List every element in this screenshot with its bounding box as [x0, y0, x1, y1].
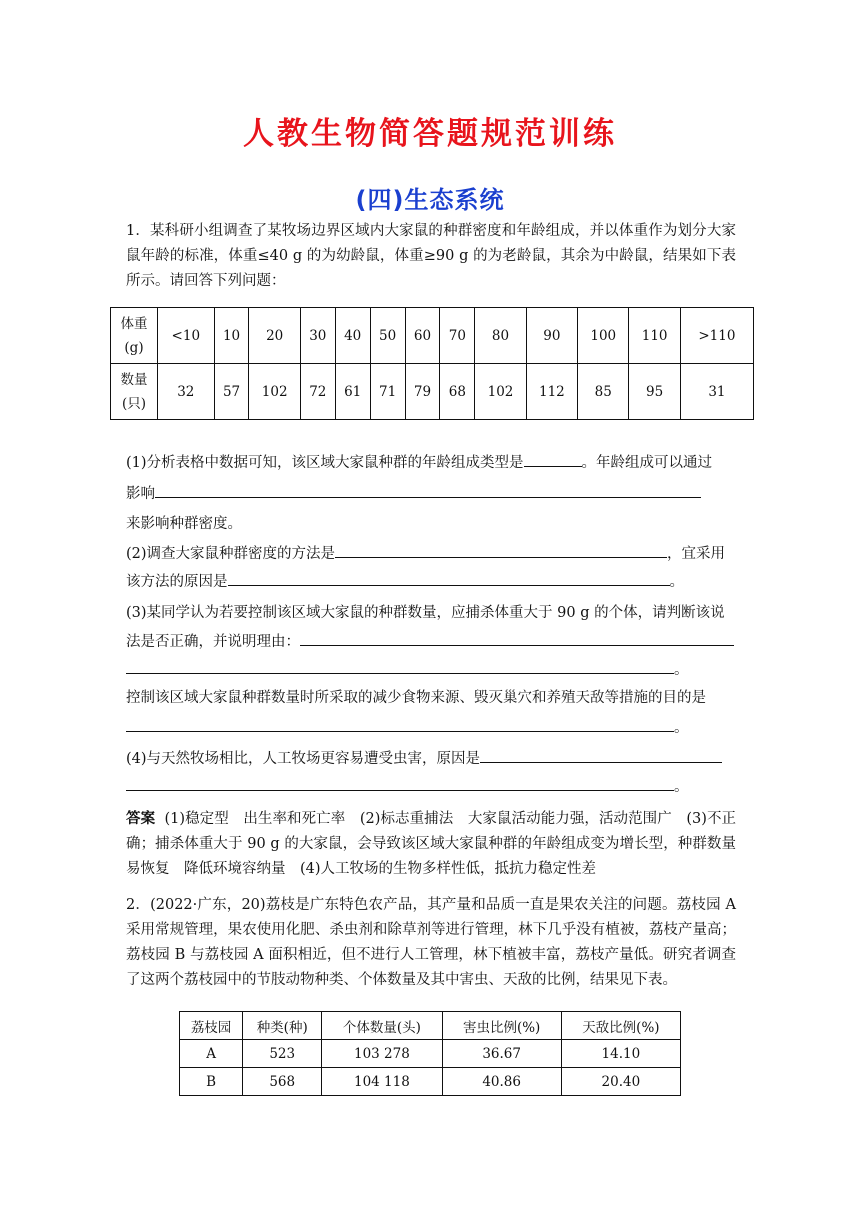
table-cell: A [180, 1040, 243, 1068]
table-cell: 40.86 [442, 1068, 561, 1096]
table-cell: 20.40 [561, 1068, 680, 1096]
table-header-cell: 种类(种) [243, 1012, 322, 1040]
answer-blank[interactable] [480, 746, 722, 763]
table-cell: 523 [243, 1040, 322, 1068]
lychee-orchard-table [179, 1011, 681, 1096]
table-cell: 112 [526, 364, 577, 420]
table-row [180, 1068, 681, 1096]
table-cell: 30 [300, 308, 335, 364]
answer-blank[interactable] [126, 774, 674, 791]
question-1-part-4 [126, 746, 736, 772]
table-cell: 57 [214, 364, 249, 420]
table-header-cell [111, 364, 158, 420]
table-cell: 104 118 [322, 1068, 442, 1096]
answer-blank[interactable] [524, 450, 582, 467]
count-header-line1: 数量 [120, 371, 148, 388]
question-1-part-2 [126, 541, 736, 567]
table-cell: 10 [214, 308, 249, 364]
count-header-line2: (只) [121, 395, 147, 412]
question-1-part-3-line2 [126, 715, 736, 741]
weight-header-line2: (g) [124, 339, 144, 356]
table-cell: 102 [249, 364, 300, 420]
table-cell: 110 [629, 308, 680, 364]
q1-p1-text-a: (1)分析表格中数据可知，该区域大家鼠种群的年龄组成类型是 [126, 455, 524, 471]
table-row [111, 308, 754, 364]
table-cell: <10 [158, 308, 215, 364]
table-cell: 90 [526, 308, 577, 364]
question-2-intro: 2．(2022·广东，20)荔枝是广东特色农产品，其产量和品质一直是果农关注的问题。荔枝园 A 采用常规管理，果农使用化肥、杀虫剂和除草剂等进行管理，林下几乎没有植被，荔枝产量高；荔枝园 B 与荔枝园 A 面积相近，但不进行人工管理，林下植被丰富，荔枝产量低。研究者调查了这两个荔枝园中的节肢动物种类、个体数量及其中害虫、天敌的比例，结果见下表。 [126, 897, 736, 988]
question-1-part-4-line [126, 774, 736, 800]
answer-text: (1)稳定型 出生率和死亡率 (2)标志重捕法 大家鼠活动能力强，活动范围广 (3)不正确；捕杀体重大于 90 g 的大家鼠，会导致该区域大家鼠种群的年龄组成变为增长型，种群数量易恢复 降低环境容纳量 (4)人工牧场的生物多样性低，抵抗力稳定性差 [126, 811, 737, 877]
table-row [180, 1012, 681, 1040]
answer-blank[interactable] [335, 541, 667, 558]
table-header-cell: 荔枝园 [180, 1012, 243, 1040]
table-header-cell: 个体数量(头) [322, 1012, 442, 1040]
weight-header-line1: 体重 [120, 315, 148, 332]
table-cell: 68 [440, 364, 475, 420]
q1-p4-text-b: 。 [674, 779, 689, 795]
q1-p3-text-c: 。 [674, 662, 689, 678]
question-1-part-1-cont [126, 481, 736, 507]
table-cell: 95 [629, 364, 680, 420]
question-1-part-3-cont [126, 629, 736, 655]
page-title: 人教生物简答题规范训练 [243, 116, 617, 152]
table-cell: 72 [300, 364, 335, 420]
table-row [180, 1040, 681, 1068]
q1-p2-text-a: (2)调查大家鼠种群密度的方法是 [126, 546, 336, 562]
table-cell: 60 [405, 308, 440, 364]
table-cell: >110 [680, 308, 753, 364]
table-cell: 79 [405, 364, 440, 420]
answer-blank[interactable] [155, 481, 701, 498]
q1-p2-text-d: 。 [669, 574, 684, 590]
q1-p3-text-d: 控制该区域大家鼠种群数量时所采取的减少食物来源、毁灭巢穴和养殖天敌等措施的目的是 [126, 690, 706, 706]
table-cell: 14.10 [561, 1040, 680, 1068]
table-cell: 71 [370, 364, 405, 420]
table-cell: 36.67 [442, 1040, 561, 1068]
q1-p3-text-b: 法是否正确，并说明理由： [126, 634, 300, 650]
question-1-intro: 1．某科研小组调查了某牧场边界区域内大家鼠的种群密度和年龄组成，并以体重作为划分大家鼠年龄的标准，体重≤40 g 的为幼龄鼠，体重≥90 g 的为老龄鼠，其余为中龄鼠，结果如下表所示。请回答下列问题： [126, 223, 736, 289]
table-cell: 32 [158, 364, 215, 420]
table-cell: 31 [680, 364, 753, 420]
q1-p1-text-d: 来影响种群密度。 [126, 516, 242, 532]
answer-blank[interactable] [126, 657, 674, 674]
table-header-cell: 天敌比例(%) [561, 1012, 680, 1040]
question-1-answer [126, 806, 736, 882]
rat-weight-table [110, 307, 754, 420]
question-1-part-3-line [126, 657, 736, 683]
table-header-cell [111, 308, 158, 364]
table-cell: 103 278 [322, 1040, 442, 1068]
page-subtitle: (四)生态系统 [355, 186, 505, 214]
answer-label: 答案 [126, 810, 156, 827]
table-cell: 568 [243, 1068, 322, 1096]
table-cell: 100 [578, 308, 629, 364]
answer-blank[interactable] [126, 715, 674, 732]
table-row [111, 364, 754, 420]
table-cell: B [180, 1068, 243, 1096]
table-header-cell: 害虫比例(%) [442, 1012, 561, 1040]
table-cell: 20 [249, 308, 300, 364]
table-cell: 70 [440, 308, 475, 364]
question-1-part-2-cont [126, 569, 736, 595]
q1-p2-text-b: ，宜采用 [667, 546, 726, 562]
answer-blank[interactable] [228, 569, 670, 586]
q1-p2-text-c: 该方法的原因是 [126, 574, 228, 590]
q1-p3-text-e: 。 [674, 720, 689, 736]
answer-blank[interactable] [300, 629, 734, 646]
q1-p3-text-a: (3)某同学认为若要控制该区域大家鼠的种群数量，应捕杀体重大于 90 g 的个体，请判断该说 [126, 605, 725, 621]
question-1-part-1 [126, 450, 736, 476]
table-cell: 102 [475, 364, 526, 420]
table-cell: 50 [370, 308, 405, 364]
q1-p1-text-b: 。年龄组成可以通过 [581, 455, 713, 471]
table-cell: 85 [578, 364, 629, 420]
table-cell: 61 [335, 364, 370, 420]
table-cell: 80 [475, 308, 526, 364]
q1-p4-text-a: (4)与天然牧场相比，人工牧场更容易遭受虫害，原因是 [126, 751, 481, 767]
table-cell: 40 [335, 308, 370, 364]
q1-p1-text-c: 影响 [126, 486, 155, 502]
